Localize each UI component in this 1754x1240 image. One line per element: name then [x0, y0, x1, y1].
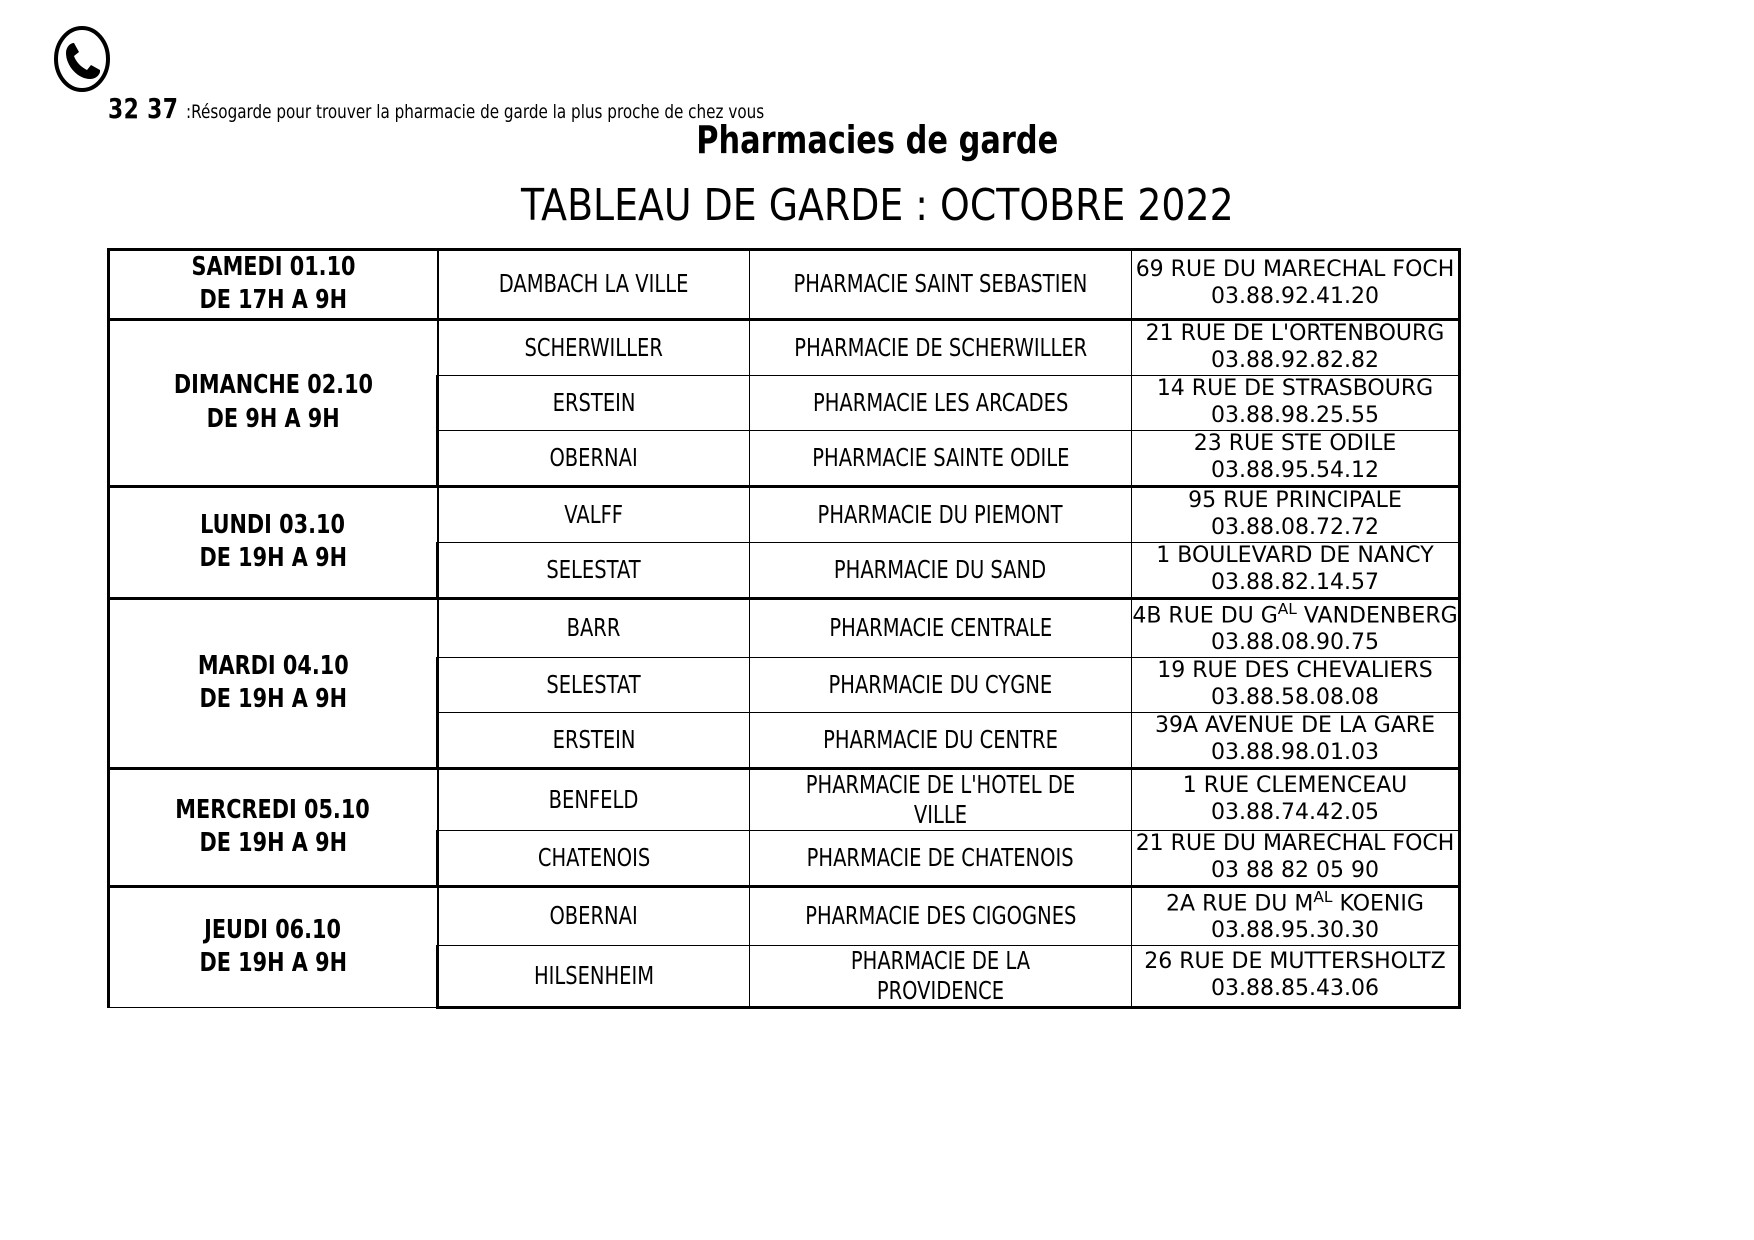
city-cell: SELESTAT [438, 657, 750, 712]
address-cell [1132, 945, 1460, 1007]
day-cell [109, 250, 438, 320]
city-cell: BARR [438, 598, 750, 657]
street-address: 26 RUE DE MUTTERSHOLTZ [1144, 948, 1446, 974]
table-row [109, 886, 1460, 945]
page-title [0, 180, 1754, 231]
phone-number: 03.88.98.25.55 [1211, 402, 1379, 428]
day-hours-label: DE 19H A 9H [199, 948, 347, 978]
phone-number: 03.88.95.54.12 [1211, 457, 1379, 483]
phone-number: 03.88.08.72.72 [1211, 514, 1379, 540]
table-row [109, 486, 1460, 542]
phone-number: 03.88.95.30.30 [1211, 917, 1379, 943]
pharmacy-name-cell: PHARMACIE DU SAND [750, 542, 1132, 598]
address-cell [1132, 250, 1460, 320]
guard-schedule-table [107, 248, 1461, 1009]
phone-number: 03.88.85.43.06 [1211, 975, 1379, 1001]
street-address: 39A AVENUE DE LA GARE [1154, 712, 1435, 738]
pharmacy-name-cell: PHARMACIE LES ARCADES [750, 375, 1132, 430]
city-cell: HILSENHEIM [438, 945, 750, 1007]
address-cell [1132, 375, 1460, 430]
address-cell [1132, 712, 1460, 768]
address-cell [1132, 886, 1460, 945]
street-address: 19 RUE DES CHEVALIERS [1157, 657, 1433, 683]
street-address: 21 RUE DE L'ORTENBOURG [1145, 320, 1445, 346]
table-row [109, 598, 1460, 657]
street-address: 21 RUE DU MARECHAL FOCH [1135, 830, 1455, 856]
street-address: 1 RUE CLEMENCEAU [1182, 772, 1408, 798]
pharmacy-name-cell: PHARMACIE DE LA PROVIDENCE [750, 945, 1132, 1007]
day-cell [109, 486, 438, 598]
page-title-text: TABLEAU DE GARDE : OCTOBRE 2022 [520, 180, 1234, 231]
phone-number: 03.88.08.90.75 [1211, 629, 1379, 655]
day-date-label: MARDI 04.10 [197, 650, 349, 681]
pharmacy-name-cell: PHARMACIE DE L'HOTEL DE VILLE [750, 768, 1132, 830]
phone-number: 03.88.82.14.57 [1211, 569, 1379, 595]
city-cell: SCHERWILLER [438, 319, 750, 375]
phone-number: 03.88.98.01.03 [1211, 739, 1379, 765]
day-cell [109, 598, 438, 768]
address-cell [1132, 598, 1460, 657]
day-date-label: MERCREDI 05.10 [175, 794, 371, 825]
phone-in-circle-icon [53, 26, 111, 92]
street-address: 95 RUE PRINCIPALE [1188, 487, 1402, 513]
page-subtitle-text: Pharmacies de garde [696, 118, 1058, 162]
address-cell [1132, 657, 1460, 712]
table-row [109, 250, 1460, 320]
city-cell: DAMBACH LA VILLE [438, 250, 750, 320]
day-date-label: LUNDI 03.10 [200, 509, 346, 540]
day-hours-label: DE 19H A 9H [199, 543, 347, 574]
address-cell [1132, 319, 1460, 375]
address-cell [1132, 830, 1460, 886]
city-cell: VALFF [438, 486, 750, 542]
pharmacy-name-cell: PHARMACIE DU CENTRE [750, 712, 1132, 768]
day-hours-label: DE 19H A 9H [199, 828, 347, 859]
day-date-label: JEUDI 06.10 [204, 914, 342, 945]
pharmacy-name-cell: PHARMACIE DE SCHERWILLER [750, 319, 1132, 375]
city-cell: SELESTAT [438, 542, 750, 598]
phone-number: 03.88.92.41.20 [1211, 284, 1379, 310]
street-address: 69 RUE DU MARECHAL FOCH [1135, 257, 1455, 283]
pharmacy-name-cell: PHARMACIE CENTRALE [750, 598, 1132, 657]
resogarde-tagline: :Résogarde pour trouver la pharmacie de garde la plus proche de chez vous [186, 101, 765, 123]
address-cell [1132, 768, 1460, 830]
day-date-label: SAMEDI 01.10 [191, 252, 356, 282]
day-date-label: DIMANCHE 02.10 [173, 370, 373, 401]
street-address: 1 BOULEVARD DE NANCY [1156, 542, 1434, 568]
pharmacy-name-cell: PHARMACIE DE CHATENOIS [750, 830, 1132, 886]
day-hours-label: DE 9H A 9H [206, 403, 340, 434]
day-cell [109, 768, 438, 886]
day-cell [109, 886, 438, 1007]
address-cell [1132, 542, 1460, 598]
city-cell: OBERNAI [438, 430, 750, 486]
city-cell: OBERNAI [438, 886, 750, 945]
day-cell [109, 319, 438, 486]
phone-number: 03.88.74.42.05 [1211, 799, 1379, 825]
street-address: 2A RUE DU $M^{AL}$ KOENIG [1166, 887, 1424, 916]
street-address: 14 RUE DE STRASBOURG [1156, 375, 1434, 401]
pharmacy-name-cell: PHARMACIE DU PIEMONT [750, 486, 1132, 542]
phone-header [48, 20, 1348, 125]
street-address: 23 RUE STE ODILE [1193, 430, 1397, 456]
phone-number: 03 88 82 05 90 [1211, 857, 1379, 883]
table-row [109, 319, 1460, 375]
day-hours-label: DE 17H A 9H [199, 285, 348, 316]
address-cell [1132, 486, 1460, 542]
pharmacy-name-cell: PHARMACIE SAINT SEBASTIEN [750, 250, 1132, 320]
phone-number: 03.88.58.08.08 [1211, 684, 1379, 710]
city-cell: CHATENOIS [438, 830, 750, 886]
pharmacy-name-cell: PHARMACIE SAINTE ODILE [750, 430, 1132, 486]
resogarde-phone-number: 32 37 [108, 92, 179, 125]
pharmacy-name-cell: PHARMACIE DU CYGNE [750, 657, 1132, 712]
city-cell: ERSTEIN [438, 712, 750, 768]
pharmacy-name-cell: PHARMACIE DES CIGOGNES [750, 886, 1132, 945]
city-cell: ERSTEIN [438, 375, 750, 430]
table-row [109, 768, 1460, 830]
city-cell: BENFELD [438, 768, 750, 830]
day-hours-label: DE 19H A 9H [199, 684, 347, 715]
street-address: 4B RUE DU $G^{AL}$ VANDENBERG [1132, 599, 1458, 628]
address-cell [1132, 430, 1460, 486]
page-subtitle [0, 118, 1754, 162]
phone-number: 03.88.92.82.82 [1211, 347, 1379, 373]
